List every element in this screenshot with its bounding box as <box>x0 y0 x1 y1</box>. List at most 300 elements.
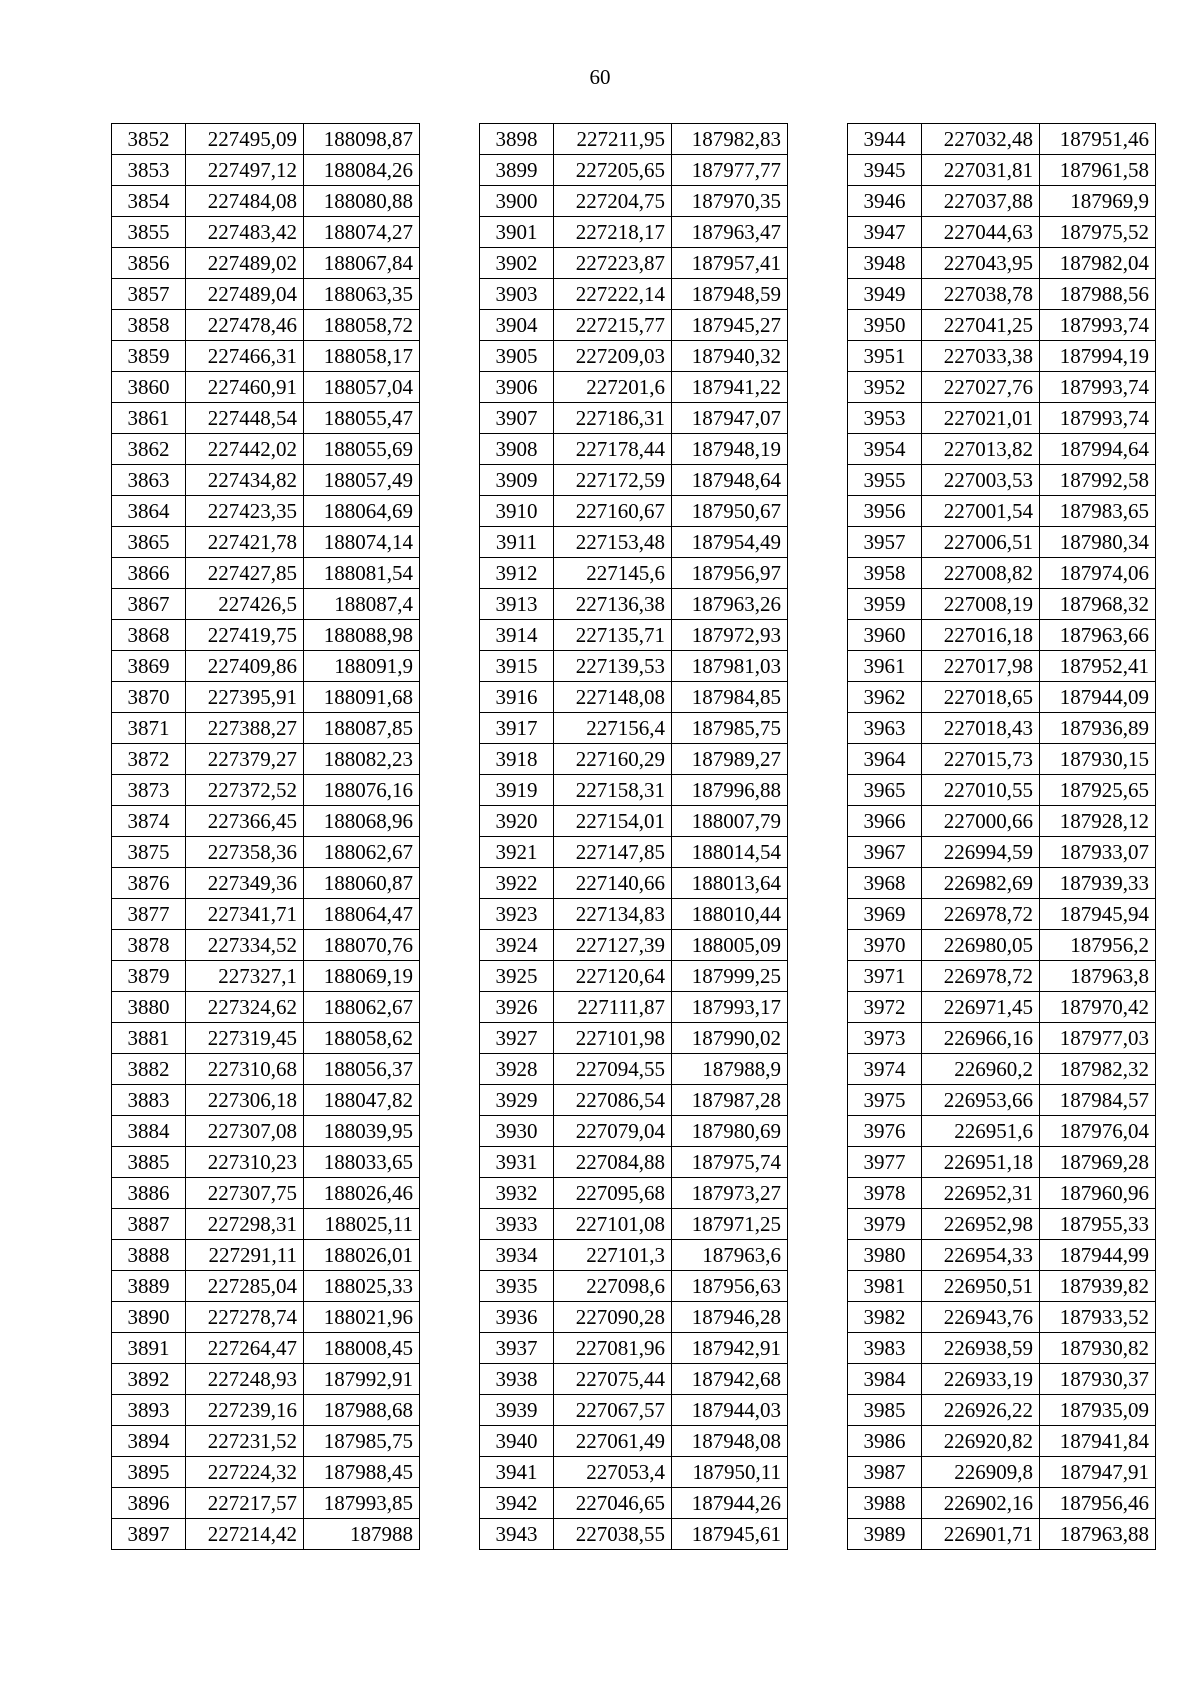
table-row <box>848 558 1156 589</box>
point-number-cell: 3975 <box>848 1085 922 1116</box>
point-number-cell: 3852 <box>112 124 186 155</box>
y-coordinate-cell: 187976,04 <box>1040 1116 1156 1147</box>
x-coordinate-cell: 226951,18 <box>922 1147 1040 1178</box>
point-number-cell: 3974 <box>848 1054 922 1085</box>
y-coordinate-cell: 187925,65 <box>1040 775 1156 806</box>
x-coordinate-cell: 227006,51 <box>922 527 1040 558</box>
y-coordinate-cell: 187988,45 <box>304 1457 420 1488</box>
point-number-cell: 3970 <box>848 930 922 961</box>
table-row <box>112 1209 420 1240</box>
y-coordinate-cell: 187968,32 <box>1040 589 1156 620</box>
x-coordinate-cell: 226953,66 <box>922 1085 1040 1116</box>
table-row <box>848 465 1156 496</box>
y-coordinate-cell: 187999,25 <box>672 961 788 992</box>
point-number-cell: 3900 <box>480 186 554 217</box>
y-coordinate-cell: 187956,46 <box>1040 1488 1156 1519</box>
y-coordinate-cell: 187996,88 <box>672 775 788 806</box>
x-coordinate-cell: 227013,82 <box>922 434 1040 465</box>
y-coordinate-cell: 188014,54 <box>672 837 788 868</box>
y-coordinate-cell: 187933,07 <box>1040 837 1156 868</box>
table-row <box>112 1023 420 1054</box>
table-row <box>112 620 420 651</box>
table-row <box>112 1271 420 1302</box>
x-coordinate-cell: 227423,35 <box>186 496 304 527</box>
y-coordinate-cell: 187944,09 <box>1040 682 1156 713</box>
table-row <box>480 1147 788 1178</box>
y-coordinate-cell: 187963,26 <box>672 589 788 620</box>
y-coordinate-cell: 188058,62 <box>304 1023 420 1054</box>
x-coordinate-cell: 227031,81 <box>922 155 1040 186</box>
x-coordinate-cell: 227341,71 <box>186 899 304 930</box>
x-coordinate-cell: 227334,52 <box>186 930 304 961</box>
y-coordinate-cell: 187948,64 <box>672 465 788 496</box>
x-coordinate-cell: 226971,45 <box>922 992 1040 1023</box>
point-number-cell: 3944 <box>848 124 922 155</box>
y-coordinate-cell: 187993,74 <box>1040 310 1156 341</box>
table-row <box>112 1364 420 1395</box>
point-number-cell: 3909 <box>480 465 554 496</box>
x-coordinate-cell: 227278,74 <box>186 1302 304 1333</box>
x-coordinate-cell: 226920,82 <box>922 1426 1040 1457</box>
table-row <box>848 744 1156 775</box>
table-row <box>848 248 1156 279</box>
y-coordinate-cell: 187930,82 <box>1040 1333 1156 1364</box>
point-number-cell: 3879 <box>112 961 186 992</box>
point-number-cell: 3865 <box>112 527 186 558</box>
table-row <box>480 775 788 806</box>
point-number-cell: 3918 <box>480 744 554 775</box>
table-row <box>112 403 420 434</box>
y-coordinate-cell: 188057,04 <box>304 372 420 403</box>
point-number-cell: 3923 <box>480 899 554 930</box>
point-number-cell: 3952 <box>848 372 922 403</box>
table-row <box>480 465 788 496</box>
x-coordinate-cell: 226978,72 <box>922 899 1040 930</box>
y-coordinate-cell: 188039,95 <box>304 1116 420 1147</box>
x-coordinate-cell: 226954,33 <box>922 1240 1040 1271</box>
x-coordinate-cell: 227319,45 <box>186 1023 304 1054</box>
point-number-cell: 3986 <box>848 1426 922 1457</box>
table-row <box>112 992 420 1023</box>
point-number-cell: 3928 <box>480 1054 554 1085</box>
table-row <box>848 713 1156 744</box>
point-number-cell: 3898 <box>480 124 554 155</box>
x-coordinate-cell: 227291,11 <box>186 1240 304 1271</box>
x-coordinate-cell: 226901,71 <box>922 1519 1040 1550</box>
table-row <box>480 992 788 1023</box>
y-coordinate-cell: 187936,89 <box>1040 713 1156 744</box>
point-number-cell: 3885 <box>112 1147 186 1178</box>
x-coordinate-cell: 227021,01 <box>922 403 1040 434</box>
table-row <box>480 1364 788 1395</box>
point-number-cell: 3887 <box>112 1209 186 1240</box>
x-coordinate-cell: 227008,82 <box>922 558 1040 589</box>
y-coordinate-cell: 187947,91 <box>1040 1457 1156 1488</box>
y-coordinate-cell: 188064,47 <box>304 899 420 930</box>
point-number-cell: 3886 <box>112 1178 186 1209</box>
x-coordinate-cell: 226978,72 <box>922 961 1040 992</box>
point-number-cell: 3875 <box>112 837 186 868</box>
point-number-cell: 3922 <box>480 868 554 899</box>
point-number-cell: 3924 <box>480 930 554 961</box>
point-number-cell: 3876 <box>112 868 186 899</box>
point-number-cell: 3904 <box>480 310 554 341</box>
x-coordinate-cell: 227307,08 <box>186 1116 304 1147</box>
x-coordinate-cell: 227075,44 <box>554 1364 672 1395</box>
point-number-cell: 3889 <box>112 1271 186 1302</box>
table-row <box>848 899 1156 930</box>
point-number-cell: 3861 <box>112 403 186 434</box>
table-row <box>480 651 788 682</box>
point-number-cell: 3857 <box>112 279 186 310</box>
x-coordinate-cell: 227136,38 <box>554 589 672 620</box>
x-coordinate-cell: 226952,98 <box>922 1209 1040 1240</box>
y-coordinate-cell: 187950,67 <box>672 496 788 527</box>
point-number-cell: 3899 <box>480 155 554 186</box>
point-number-cell: 3926 <box>480 992 554 1023</box>
y-coordinate-cell: 188025,33 <box>304 1271 420 1302</box>
point-number-cell: 3908 <box>480 434 554 465</box>
table-row <box>112 1457 420 1488</box>
point-number-cell: 3946 <box>848 186 922 217</box>
y-coordinate-cell: 188087,4 <box>304 589 420 620</box>
table-row <box>848 372 1156 403</box>
x-coordinate-cell: 227017,98 <box>922 651 1040 682</box>
point-number-cell: 3915 <box>480 651 554 682</box>
y-coordinate-cell: 187984,57 <box>1040 1085 1156 1116</box>
x-coordinate-cell: 227349,36 <box>186 868 304 899</box>
y-coordinate-cell: 188007,79 <box>672 806 788 837</box>
y-coordinate-cell: 187945,94 <box>1040 899 1156 930</box>
x-coordinate-cell: 227086,54 <box>554 1085 672 1116</box>
y-coordinate-cell: 188087,85 <box>304 713 420 744</box>
y-coordinate-cell: 187977,03 <box>1040 1023 1156 1054</box>
x-coordinate-cell: 227046,65 <box>554 1488 672 1519</box>
point-number-cell: 3971 <box>848 961 922 992</box>
x-coordinate-cell: 227205,65 <box>554 155 672 186</box>
point-number-cell: 3936 <box>480 1302 554 1333</box>
point-number-cell: 3945 <box>848 155 922 186</box>
x-coordinate-cell: 227489,04 <box>186 279 304 310</box>
x-coordinate-cell: 227484,08 <box>186 186 304 217</box>
coordinates-table-1 <box>111 123 420 1550</box>
table-row <box>848 155 1156 186</box>
x-coordinate-cell: 227239,16 <box>186 1395 304 1426</box>
y-coordinate-cell: 187957,41 <box>672 248 788 279</box>
y-coordinate-cell: 187972,93 <box>672 620 788 651</box>
table-row <box>480 1395 788 1426</box>
x-coordinate-cell: 226980,05 <box>922 930 1040 961</box>
point-number-cell: 3982 <box>848 1302 922 1333</box>
coordinates-table-2 <box>479 123 788 1550</box>
table-row <box>112 1426 420 1457</box>
table-row <box>848 310 1156 341</box>
table-row <box>848 1116 1156 1147</box>
y-coordinate-cell: 187993,74 <box>1040 403 1156 434</box>
table-row <box>848 1023 1156 1054</box>
y-coordinate-cell: 187942,68 <box>672 1364 788 1395</box>
y-coordinate-cell: 188088,98 <box>304 620 420 651</box>
point-number-cell: 3891 <box>112 1333 186 1364</box>
table-row <box>480 248 788 279</box>
table-row <box>480 1116 788 1147</box>
y-coordinate-cell: 188062,67 <box>304 837 420 868</box>
y-coordinate-cell: 187930,15 <box>1040 744 1156 775</box>
point-number-cell: 3978 <box>848 1178 922 1209</box>
point-number-cell: 3855 <box>112 217 186 248</box>
table-row <box>480 310 788 341</box>
y-coordinate-cell: 187935,09 <box>1040 1395 1156 1426</box>
x-coordinate-cell: 227043,95 <box>922 248 1040 279</box>
y-coordinate-cell: 187930,37 <box>1040 1364 1156 1395</box>
x-coordinate-cell: 227489,02 <box>186 248 304 279</box>
x-coordinate-cell: 227120,64 <box>554 961 672 992</box>
x-coordinate-cell: 227001,54 <box>922 496 1040 527</box>
table-row <box>112 868 420 899</box>
table-row <box>848 837 1156 868</box>
y-coordinate-cell: 187982,83 <box>672 124 788 155</box>
y-coordinate-cell: 188033,65 <box>304 1147 420 1178</box>
point-number-cell: 3853 <box>112 155 186 186</box>
y-coordinate-cell: 188056,37 <box>304 1054 420 1085</box>
point-number-cell: 3890 <box>112 1302 186 1333</box>
point-number-cell: 3854 <box>112 186 186 217</box>
x-coordinate-cell: 227379,27 <box>186 744 304 775</box>
point-number-cell: 3870 <box>112 682 186 713</box>
point-number-cell: 3874 <box>112 806 186 837</box>
x-coordinate-cell: 227134,83 <box>554 899 672 930</box>
table-row <box>480 372 788 403</box>
table-row <box>480 744 788 775</box>
point-number-cell: 3951 <box>848 341 922 372</box>
x-coordinate-cell: 227145,6 <box>554 558 672 589</box>
y-coordinate-cell: 187992,91 <box>304 1364 420 1395</box>
point-number-cell: 3864 <box>112 496 186 527</box>
table-row <box>112 465 420 496</box>
y-coordinate-cell: 187950,11 <box>672 1457 788 1488</box>
x-coordinate-cell: 227101,3 <box>554 1240 672 1271</box>
y-coordinate-cell: 188074,14 <box>304 527 420 558</box>
point-number-cell: 3979 <box>848 1209 922 1240</box>
x-coordinate-cell: 226960,2 <box>922 1054 1040 1085</box>
table-row <box>112 806 420 837</box>
x-coordinate-cell: 227018,43 <box>922 713 1040 744</box>
table-row <box>112 1054 420 1085</box>
x-coordinate-cell: 227327,1 <box>186 961 304 992</box>
table-row <box>112 899 420 930</box>
point-number-cell: 3961 <box>848 651 922 682</box>
x-coordinate-cell: 227044,63 <box>922 217 1040 248</box>
table-row <box>848 1147 1156 1178</box>
y-coordinate-cell: 187933,52 <box>1040 1302 1156 1333</box>
y-coordinate-cell: 187952,41 <box>1040 651 1156 682</box>
x-coordinate-cell: 227090,28 <box>554 1302 672 1333</box>
x-coordinate-cell: 226994,59 <box>922 837 1040 868</box>
point-number-cell: 3919 <box>480 775 554 806</box>
y-coordinate-cell: 187948,19 <box>672 434 788 465</box>
y-coordinate-cell: 188076,16 <box>304 775 420 806</box>
x-coordinate-cell: 227395,91 <box>186 682 304 713</box>
x-coordinate-cell: 227003,53 <box>922 465 1040 496</box>
x-coordinate-cell: 227448,54 <box>186 403 304 434</box>
y-coordinate-cell: 187955,33 <box>1040 1209 1156 1240</box>
point-number-cell: 3943 <box>480 1519 554 1550</box>
y-coordinate-cell: 188058,72 <box>304 310 420 341</box>
point-number-cell: 3868 <box>112 620 186 651</box>
x-coordinate-cell: 227015,73 <box>922 744 1040 775</box>
table-row <box>848 496 1156 527</box>
y-coordinate-cell: 187974,06 <box>1040 558 1156 589</box>
y-coordinate-cell: 187951,46 <box>1040 124 1156 155</box>
y-coordinate-cell: 187939,33 <box>1040 868 1156 899</box>
table-row <box>848 682 1156 713</box>
table-row <box>848 341 1156 372</box>
x-coordinate-cell: 227053,4 <box>554 1457 672 1488</box>
table-row <box>480 1457 788 1488</box>
point-number-cell: 3935 <box>480 1271 554 1302</box>
y-coordinate-cell: 187970,42 <box>1040 992 1156 1023</box>
table-row <box>112 496 420 527</box>
x-coordinate-cell: 227214,42 <box>186 1519 304 1550</box>
table-row <box>480 1085 788 1116</box>
x-coordinate-cell: 227186,31 <box>554 403 672 434</box>
point-number-cell: 3969 <box>848 899 922 930</box>
table-row <box>848 1333 1156 1364</box>
table-row <box>112 155 420 186</box>
table-row <box>112 1333 420 1364</box>
table-row <box>112 1085 420 1116</box>
point-number-cell: 3910 <box>480 496 554 527</box>
point-number-cell: 3962 <box>848 682 922 713</box>
table-row <box>112 961 420 992</box>
x-coordinate-cell: 227000,66 <box>922 806 1040 837</box>
table-row <box>848 1426 1156 1457</box>
y-coordinate-cell: 187980,69 <box>672 1116 788 1147</box>
x-coordinate-cell: 227231,52 <box>186 1426 304 1457</box>
y-coordinate-cell: 187960,96 <box>1040 1178 1156 1209</box>
point-number-cell: 3973 <box>848 1023 922 1054</box>
table-row <box>848 1364 1156 1395</box>
point-number-cell: 3917 <box>480 713 554 744</box>
x-coordinate-cell: 227094,55 <box>554 1054 672 1085</box>
point-number-cell: 3942 <box>480 1488 554 1519</box>
x-coordinate-cell: 227148,08 <box>554 682 672 713</box>
y-coordinate-cell: 187981,03 <box>672 651 788 682</box>
point-number-cell: 3930 <box>480 1116 554 1147</box>
y-coordinate-cell: 188084,26 <box>304 155 420 186</box>
table-row <box>112 372 420 403</box>
y-coordinate-cell: 188058,17 <box>304 341 420 372</box>
y-coordinate-cell: 188068,96 <box>304 806 420 837</box>
y-coordinate-cell: 187988,9 <box>672 1054 788 1085</box>
x-coordinate-cell: 227147,85 <box>554 837 672 868</box>
point-number-cell: 3954 <box>848 434 922 465</box>
point-number-cell: 3941 <box>480 1457 554 1488</box>
point-number-cell: 3953 <box>848 403 922 434</box>
y-coordinate-cell: 187984,85 <box>672 682 788 713</box>
point-number-cell: 3949 <box>848 279 922 310</box>
y-coordinate-cell: 188074,27 <box>304 217 420 248</box>
point-number-cell: 3967 <box>848 837 922 868</box>
table-row <box>112 1519 420 1550</box>
point-number-cell: 3871 <box>112 713 186 744</box>
table-row <box>480 124 788 155</box>
point-number-cell: 3965 <box>848 775 922 806</box>
point-number-cell: 3927 <box>480 1023 554 1054</box>
x-coordinate-cell: 226902,16 <box>922 1488 1040 1519</box>
y-coordinate-cell: 188013,64 <box>672 868 788 899</box>
x-coordinate-cell: 226926,22 <box>922 1395 1040 1426</box>
table-row <box>848 992 1156 1023</box>
table-row <box>848 620 1156 651</box>
point-number-cell: 3905 <box>480 341 554 372</box>
table-row <box>848 961 1156 992</box>
y-coordinate-cell: 188091,9 <box>304 651 420 682</box>
x-coordinate-cell: 227139,53 <box>554 651 672 682</box>
table-row <box>112 527 420 558</box>
table-row <box>848 1302 1156 1333</box>
x-coordinate-cell: 227224,32 <box>186 1457 304 1488</box>
x-coordinate-cell: 227061,49 <box>554 1426 672 1457</box>
y-coordinate-cell: 188055,47 <box>304 403 420 434</box>
table-row <box>848 279 1156 310</box>
point-number-cell: 3860 <box>112 372 186 403</box>
y-coordinate-cell: 188008,45 <box>304 1333 420 1364</box>
table-row <box>480 558 788 589</box>
point-number-cell: 3916 <box>480 682 554 713</box>
x-coordinate-cell: 227095,68 <box>554 1178 672 1209</box>
point-number-cell: 3984 <box>848 1364 922 1395</box>
y-coordinate-cell: 187983,65 <box>1040 496 1156 527</box>
y-coordinate-cell: 188067,84 <box>304 248 420 279</box>
x-coordinate-cell: 226933,19 <box>922 1364 1040 1395</box>
x-coordinate-cell: 227426,5 <box>186 589 304 620</box>
point-number-cell: 3894 <box>112 1426 186 1457</box>
table-row <box>848 186 1156 217</box>
point-number-cell: 3937 <box>480 1333 554 1364</box>
y-coordinate-cell: 187975,74 <box>672 1147 788 1178</box>
table-row <box>112 1147 420 1178</box>
x-coordinate-cell: 226909,8 <box>922 1457 1040 1488</box>
point-number-cell: 3858 <box>112 310 186 341</box>
point-number-cell: 3859 <box>112 341 186 372</box>
x-coordinate-cell: 227217,57 <box>186 1488 304 1519</box>
point-number-cell: 3902 <box>480 248 554 279</box>
point-number-cell: 3856 <box>112 248 186 279</box>
x-coordinate-cell: 227081,96 <box>554 1333 672 1364</box>
x-coordinate-cell: 227127,39 <box>554 930 672 961</box>
point-number-cell: 3989 <box>848 1519 922 1550</box>
table-row <box>480 837 788 868</box>
point-number-cell: 3980 <box>848 1240 922 1271</box>
point-number-cell: 3914 <box>480 620 554 651</box>
table-row <box>112 1116 420 1147</box>
y-coordinate-cell: 188021,96 <box>304 1302 420 1333</box>
table-row <box>480 1054 788 1085</box>
x-coordinate-cell: 227032,48 <box>922 124 1040 155</box>
y-coordinate-cell: 187939,82 <box>1040 1271 1156 1302</box>
table-row <box>112 1395 420 1426</box>
y-coordinate-cell: 187985,75 <box>304 1426 420 1457</box>
table-row <box>480 713 788 744</box>
table-row <box>480 434 788 465</box>
point-number-cell: 3920 <box>480 806 554 837</box>
table-row <box>848 1209 1156 1240</box>
table-row <box>112 775 420 806</box>
x-coordinate-cell: 227067,57 <box>554 1395 672 1426</box>
x-coordinate-cell: 227222,14 <box>554 279 672 310</box>
table-row <box>112 248 420 279</box>
